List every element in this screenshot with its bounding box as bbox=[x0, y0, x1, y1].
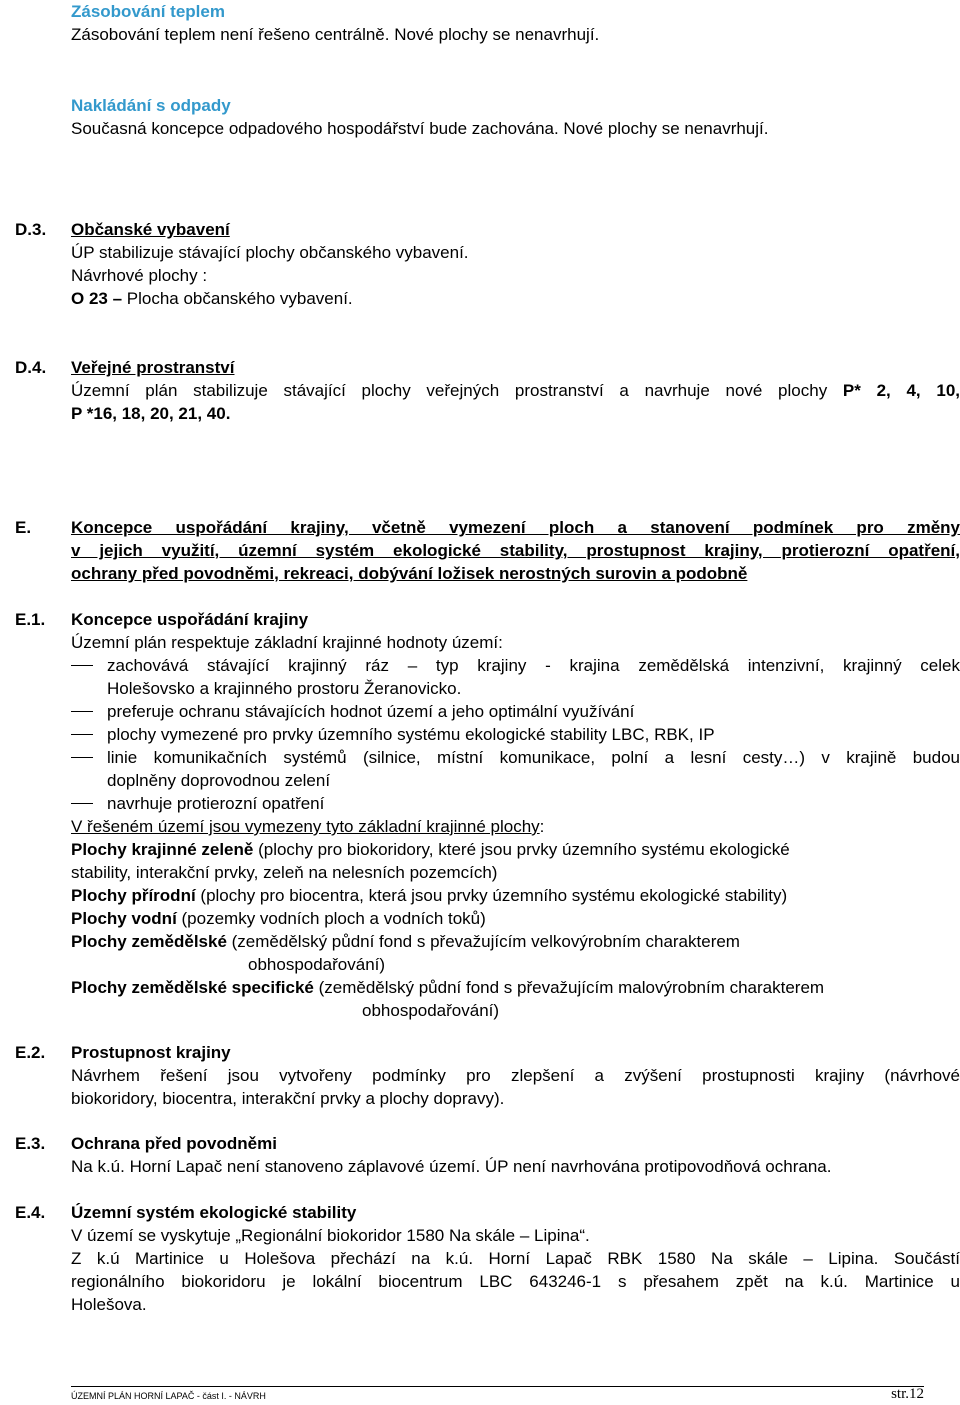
list-item-line: plochy vymezené pro prvky územního systému ekologické stability LBC, RBK, IP bbox=[107, 725, 715, 744]
area-text: (plochy pro biokoridory, které jsou prvky územního systému ekologické bbox=[253, 840, 790, 859]
e4-section bbox=[71, 1201, 960, 1316]
d4-line1-text: Územní plán stabilizuje stávající plochy veřejných prostranství a navrhuje nové plochy bbox=[71, 381, 843, 400]
dash-bullet-icon bbox=[71, 757, 93, 758]
list-item-line: doplněny doprovodnou zelení bbox=[107, 771, 331, 790]
areas-intro-text: V řešeném území jsou vymezeny tyto základní krajinné plochy bbox=[71, 817, 540, 836]
waste-heading: Nakládání s odpady bbox=[71, 96, 231, 115]
d3-area-code: O 23 – bbox=[71, 289, 123, 308]
section-number-d4: D.4. bbox=[15, 358, 47, 377]
area-label: Plochy krajinné zeleně bbox=[71, 840, 254, 859]
dash-bullet-icon bbox=[71, 803, 93, 804]
area-text: (zemědělský půdní fond s převažujícím malovýrobním charakterem bbox=[313, 978, 825, 997]
list-item bbox=[71, 654, 960, 700]
area-text: (zemědělský půdní fond s převažujícím velkovýrobním charakterem bbox=[226, 932, 740, 951]
footer-document-title: ÚZEMNÍ PLÁN HORNÍ LAPAČ - část I. - NÁVRH bbox=[71, 1391, 266, 1401]
heat-heading: Zásobování teplem bbox=[71, 2, 225, 21]
e-heading-line-1: Koncepce uspořádání krajiny, včetně vymezení ploch a stanovení podmínek pro změny bbox=[71, 518, 960, 537]
list-item-line: navrhuje protierozní opatření bbox=[107, 794, 325, 813]
e1-intro: Územní plán respektuje základní krajinné hodnoty území: bbox=[71, 633, 503, 652]
area-continuation: obhospodařování) bbox=[248, 955, 386, 974]
area-item bbox=[71, 884, 960, 907]
e4-heading: Územní systém ekologické stability bbox=[71, 1203, 357, 1222]
list-item-line: linie komunikačních systémů (silnice, místní komunikace, polní a lesní cesty…) v krajině budou bbox=[107, 748, 960, 767]
waste-text: Současná koncepce odpadového hospodářství bude zachována. Nové plochy se nenavrhují. bbox=[71, 119, 769, 138]
area-text: (pozemky vodních ploch a vodních toků) bbox=[176, 909, 486, 928]
areas-intro bbox=[71, 815, 960, 838]
dash-bullet-icon bbox=[71, 711, 93, 712]
e2-line1: Návrhem řešení jsou vytvořeny podmínky pro zlepšení a zvýšení prostupnosti krajiny (návrhové bbox=[71, 1066, 960, 1085]
heat-text: Zásobování teplem není řešeno centrálně. Nové plochy se nenavrhují. bbox=[71, 25, 600, 44]
area-continuation: obhospodařování) bbox=[362, 1001, 500, 1020]
e4-line3: regionálního biokoridoru je lokální biocentrum LBC 643246-1 s přesahem zpět na k.ú. Martinice u bbox=[71, 1272, 960, 1291]
footer-page-number: str.12 bbox=[891, 1386, 924, 1402]
e3-section bbox=[71, 1132, 960, 1178]
area-item bbox=[71, 976, 960, 999]
d4-heading: Veřejné prostranství bbox=[71, 358, 235, 377]
list-item-line: zachovává stávající krajinný ráz – typ krajiny - krajina zemědělská intenzivní, krajinný celek bbox=[107, 656, 960, 675]
heat-section bbox=[71, 0, 960, 46]
area-item bbox=[71, 907, 960, 930]
list-item bbox=[71, 746, 960, 792]
e-heading-line-2: v jejich využití, územní systém ekologické stability, prostupnost krajiny, protierozní opatření, bbox=[71, 541, 960, 560]
area-label: Plochy vodní bbox=[71, 909, 177, 928]
e3-heading: Ochrana před povodněmi bbox=[71, 1134, 277, 1153]
e2-line2: biokoridory, biocentra, interakční prvky a plochy dopravy). bbox=[71, 1089, 505, 1108]
e3-text: Na k.ú. Horní Lapač není stanoveno záplavové území. ÚP není navrhována protipovodňová ochrana. bbox=[71, 1157, 832, 1176]
e-section bbox=[71, 516, 960, 585]
section-number-e1: E.1. bbox=[15, 610, 46, 629]
e4-line1: V území se vyskytuje „Regionální biokoridor 1580 Na skále – Lipina“. bbox=[71, 1226, 590, 1245]
e1-heading: Koncepce uspořádání krajiny bbox=[71, 610, 309, 629]
list-item bbox=[71, 700, 960, 723]
list-item bbox=[71, 723, 960, 746]
d4-line2: P *16, 18, 20, 21, 40. bbox=[71, 404, 231, 423]
area-label: Plochy přírodní bbox=[71, 886, 196, 905]
dash-bullet-icon bbox=[71, 665, 93, 666]
d3-area-text: Plocha občanského vybavení. bbox=[122, 289, 353, 308]
d4-line1 bbox=[71, 379, 960, 402]
area-continuation: stability, interakční prvky, zeleň na nelesních pozemcích) bbox=[71, 863, 498, 882]
area-label: Plochy zemědělské specifické bbox=[71, 978, 314, 997]
e1-section bbox=[71, 608, 960, 1022]
list-item bbox=[71, 792, 960, 815]
d3-section bbox=[71, 218, 960, 310]
e4-line2: Z k.ú Martinice u Holešova přechází na k.ú. Horní Lapač RBK 1580 Na skále – Lipina. Součástí bbox=[71, 1249, 960, 1268]
dash-bullet-icon bbox=[71, 734, 93, 735]
list-item-line: preferuje ochranu stávajících hodnot území a jeho optimální využívání bbox=[107, 702, 635, 721]
areas-intro-colon: : bbox=[539, 817, 545, 836]
d3-line1: ÚP stabilizuje stávající plochy občanského vybavení. bbox=[71, 243, 469, 262]
list-item-line: Holešovsko a krajinného prostoru Žeranovicko. bbox=[107, 679, 462, 698]
d3-line3 bbox=[71, 287, 960, 310]
area-item bbox=[71, 930, 960, 953]
d4-line1-bold: P* 2, 4, 10, bbox=[842, 381, 960, 400]
e4-line4: Holešova. bbox=[71, 1295, 147, 1314]
section-number-e3: E.3. bbox=[15, 1134, 46, 1153]
waste-section bbox=[71, 94, 960, 140]
section-number-e2: E.2. bbox=[15, 1043, 46, 1062]
area-label: Plochy zemědělské bbox=[71, 932, 227, 951]
section-number-d3: D.3. bbox=[15, 220, 47, 239]
area-text: (plochy pro biocentra, která jsou prvky územního systému ekologické stability) bbox=[195, 886, 788, 905]
e-heading-line-3: ochrany před povodněmi, rekreaci, dobývání ložisek nerostných surovin a podobně bbox=[71, 564, 748, 583]
d3-heading: Občanské vybavení bbox=[71, 220, 230, 239]
d3-line2: Návrhové plochy : bbox=[71, 266, 208, 285]
section-number-e: E. bbox=[15, 518, 32, 537]
e2-heading: Prostupnost krajiny bbox=[71, 1043, 231, 1062]
e2-section bbox=[71, 1041, 960, 1110]
d4-section bbox=[71, 356, 960, 425]
page-footer bbox=[71, 1386, 924, 1405]
section-number-e4: E.4. bbox=[15, 1203, 46, 1222]
area-item bbox=[71, 838, 960, 861]
